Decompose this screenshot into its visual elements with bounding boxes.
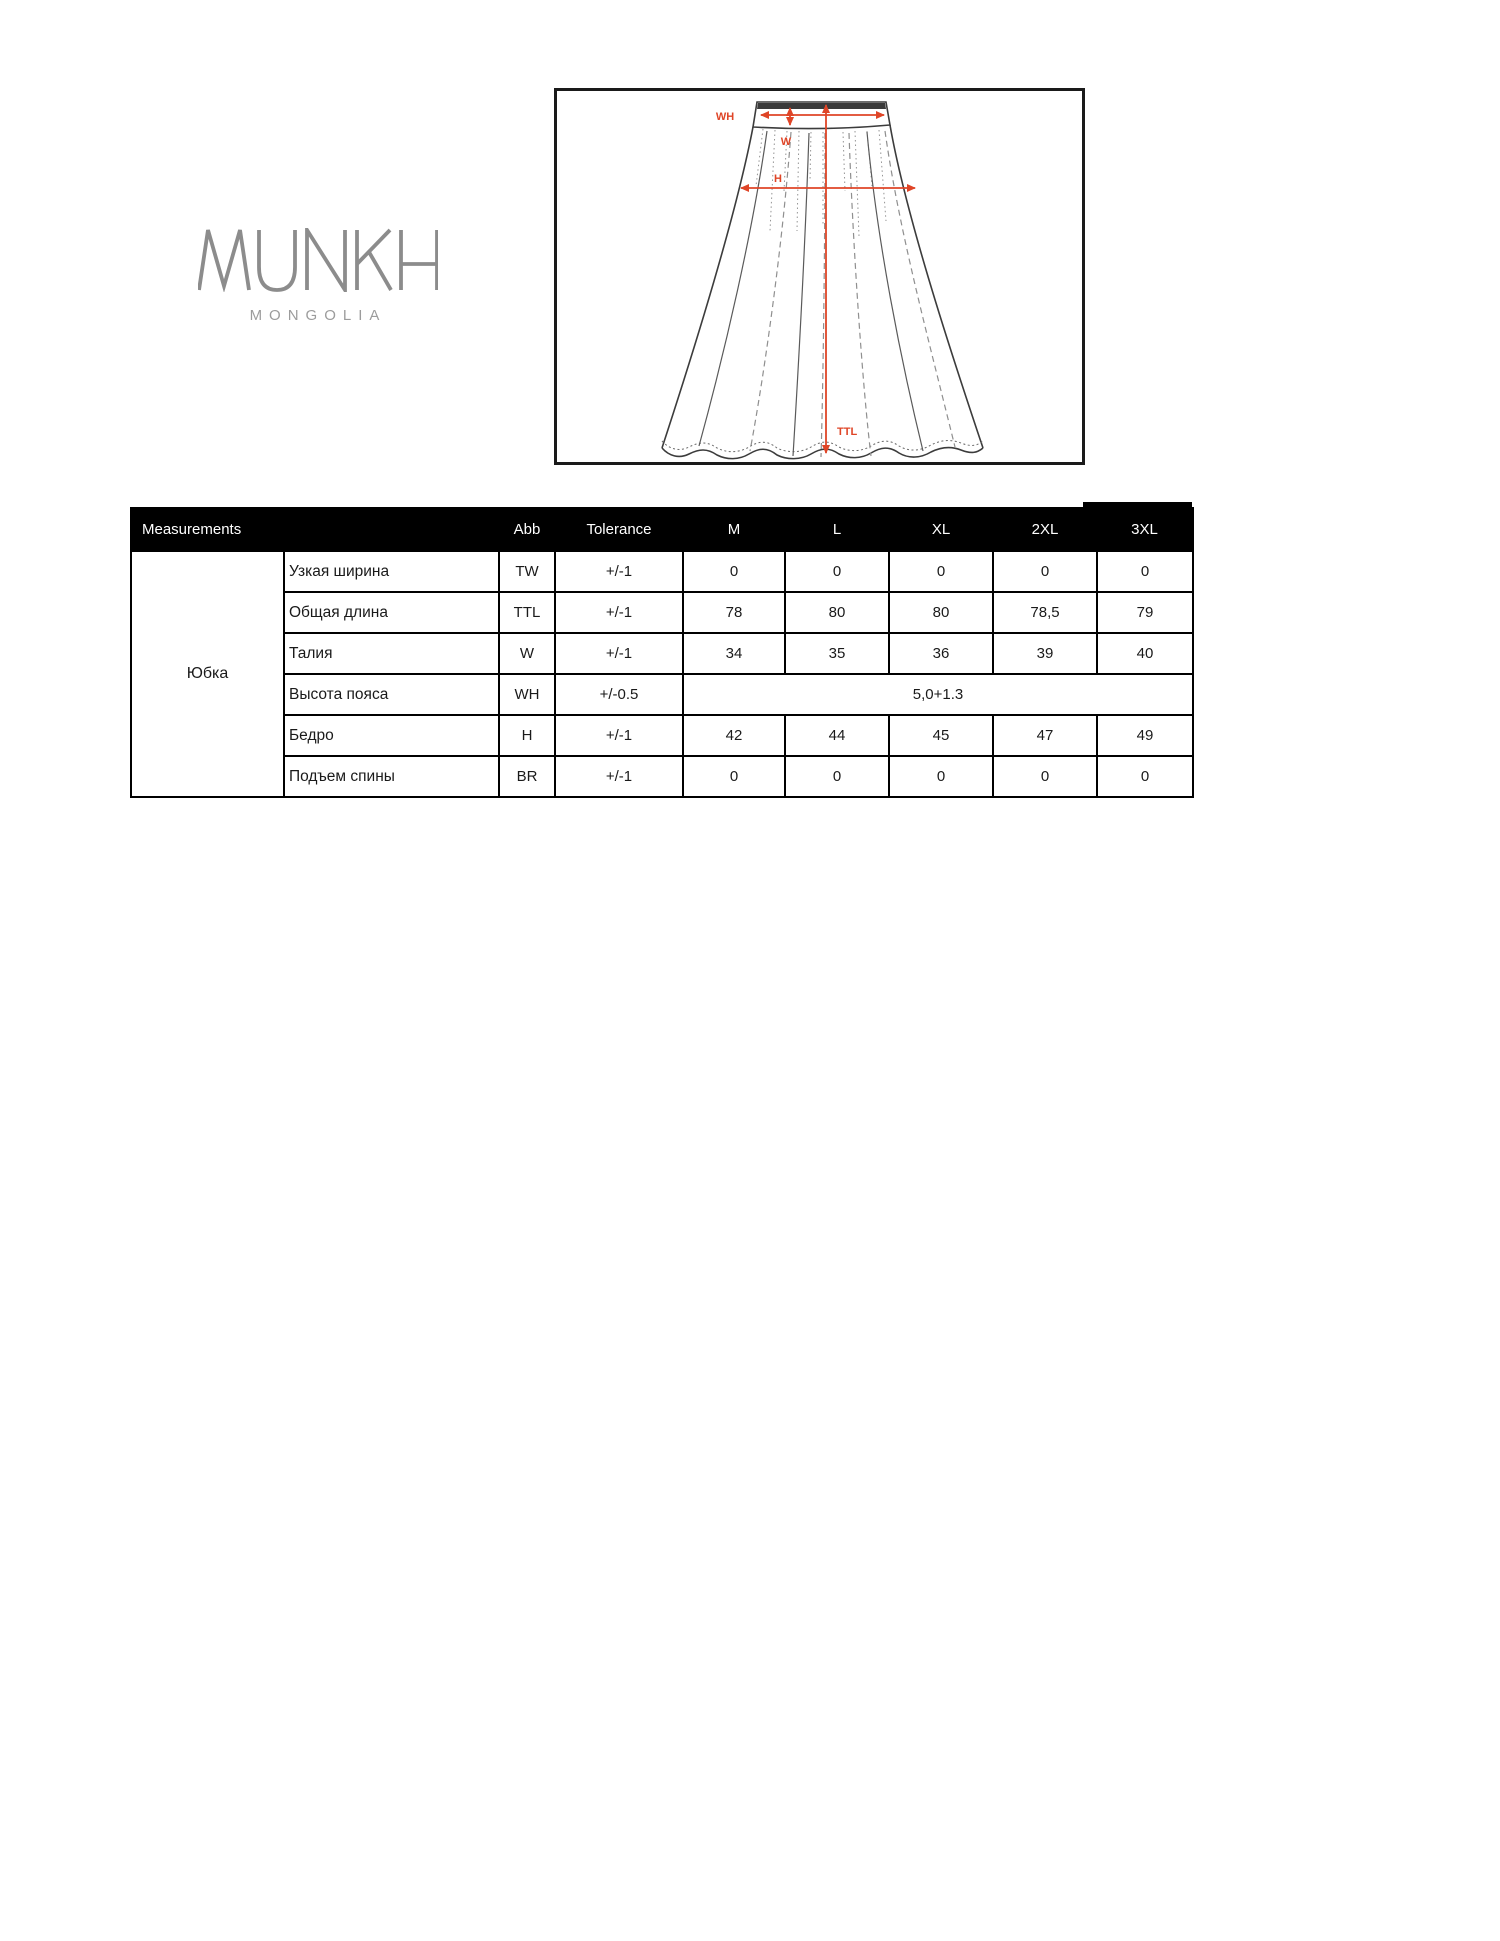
size-value-cell: 80 bbox=[785, 592, 889, 633]
size-value-cell: 80 bbox=[889, 592, 993, 633]
brand-subtitle: MONGOLIA bbox=[249, 307, 387, 324]
diagram-label-h: H bbox=[774, 173, 782, 185]
size-value-cell: 0 bbox=[785, 756, 889, 797]
header-size-m: M bbox=[683, 508, 785, 551]
measurement-name-cell: Общая длина bbox=[284, 592, 499, 633]
size-value-cell: 0 bbox=[889, 551, 993, 592]
diagram-label-w: W bbox=[780, 136, 792, 148]
header-abb: Abb bbox=[499, 508, 555, 551]
merged-size-value-cell: 5,0+1.3 bbox=[683, 674, 1193, 715]
size-value-cell: 49 bbox=[1097, 715, 1193, 756]
size-value-cell: 39 bbox=[993, 633, 1097, 674]
size-value-cell: 0 bbox=[785, 551, 889, 592]
size-value-cell: 34 bbox=[683, 633, 785, 674]
diagram-label-ttl: TTL bbox=[837, 426, 858, 438]
header-size-3xl: 3XL bbox=[1097, 508, 1193, 551]
header-size-2xl: 2XL bbox=[993, 508, 1097, 551]
abb-cell: WH bbox=[499, 674, 555, 715]
table-row bbox=[131, 756, 1193, 797]
size-value-cell: 44 bbox=[785, 715, 889, 756]
brand-wordmark-icon bbox=[198, 228, 438, 292]
tolerance-cell: +/-1 bbox=[555, 715, 683, 756]
size-value-cell: 45 bbox=[889, 715, 993, 756]
size-value-cell: 0 bbox=[683, 756, 785, 797]
measurement-name-cell: Бедро bbox=[284, 715, 499, 756]
measurement-name-cell: Талия bbox=[284, 633, 499, 674]
table-row bbox=[131, 551, 1193, 592]
abb-cell: TW bbox=[499, 551, 555, 592]
table-row bbox=[131, 633, 1193, 674]
size-value-cell: 0 bbox=[683, 551, 785, 592]
tolerance-cell: +/-1 bbox=[555, 633, 683, 674]
header-size-xl: XL bbox=[889, 508, 993, 551]
abb-cell: H bbox=[499, 715, 555, 756]
size-value-cell: 0 bbox=[1097, 551, 1193, 592]
size-value-cell: 0 bbox=[993, 551, 1097, 592]
size-value-cell: 79 bbox=[1097, 592, 1193, 633]
size-value-cell: 42 bbox=[683, 715, 785, 756]
brand-logo bbox=[198, 228, 438, 292]
measurement-name-cell: Подъем спины bbox=[284, 756, 499, 797]
table-header-row bbox=[131, 508, 1193, 551]
size-value-cell: 36 bbox=[889, 633, 993, 674]
abb-cell: BR bbox=[499, 756, 555, 797]
size-value-cell: 47 bbox=[993, 715, 1097, 756]
header-size-l: L bbox=[785, 508, 889, 551]
measurement-name-cell: Узкая ширина bbox=[284, 551, 499, 592]
tolerance-cell: +/-0.5 bbox=[555, 674, 683, 715]
size-value-cell: 0 bbox=[889, 756, 993, 797]
skirt-diagram-box bbox=[554, 88, 1085, 465]
tolerance-cell: +/-1 bbox=[555, 551, 683, 592]
abb-cell: W bbox=[499, 633, 555, 674]
diagram-label-wh: WH bbox=[715, 111, 735, 123]
skirt-sketch-icon bbox=[557, 91, 1082, 462]
header-tolerance: Tolerance bbox=[555, 508, 683, 551]
table-row bbox=[131, 592, 1193, 633]
size-value-cell: 35 bbox=[785, 633, 889, 674]
table-row bbox=[131, 674, 1193, 715]
garment-group-cell: Юбка bbox=[131, 551, 284, 797]
size-value-cell: 40 bbox=[1097, 633, 1193, 674]
tolerance-cell: +/-1 bbox=[555, 592, 683, 633]
size-value-cell: 78 bbox=[683, 592, 785, 633]
abb-cell: TTL bbox=[499, 592, 555, 633]
table-row bbox=[131, 715, 1193, 756]
size-value-cell: 0 bbox=[1097, 756, 1193, 797]
header-measurements: Measurements bbox=[131, 508, 499, 551]
size-value-cell: 0 bbox=[993, 756, 1097, 797]
size-value-cell: 78,5 bbox=[993, 592, 1097, 633]
measurements-table bbox=[130, 507, 1194, 798]
measurement-name-cell: Высота пояса bbox=[284, 674, 499, 715]
tolerance-cell: +/-1 bbox=[555, 756, 683, 797]
